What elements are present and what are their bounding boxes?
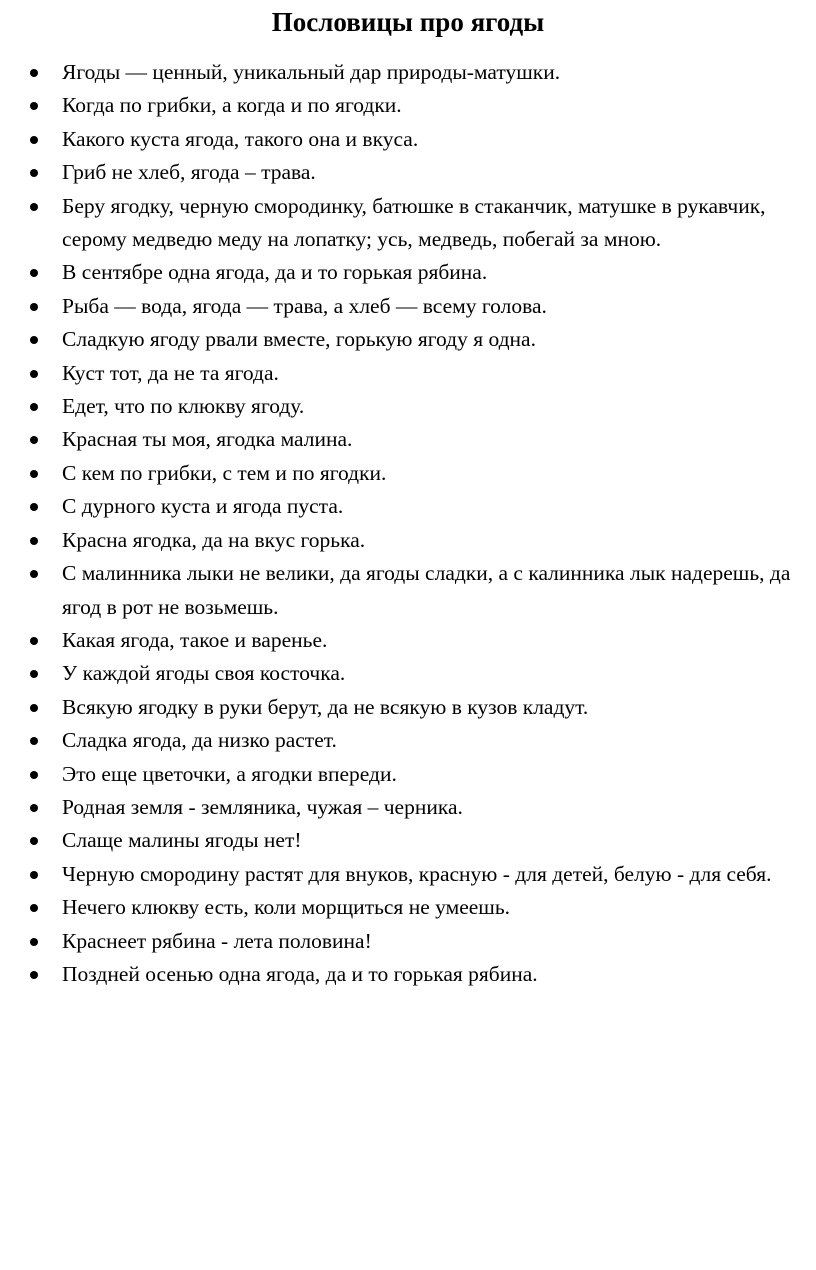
proverb-text: Поздней осенью одна ягода, да и то горькая рябина.: [62, 961, 538, 986]
proverb-text: Едет, что по клюкву ягоду.: [62, 394, 305, 419]
proverb-text: Родная земля - земляника, чужая – черника.: [62, 794, 463, 819]
proverb-item: [0, 89, 816, 122]
bullet-icon: [30, 871, 38, 879]
proverb-item: [0, 724, 816, 757]
proverb-item: [0, 256, 816, 289]
bullet-icon: [30, 837, 38, 845]
bullet-icon: [30, 269, 38, 277]
proverb-text: Краснеет рябина - лета половина!: [62, 928, 372, 953]
proverb-text: Сладка ягода, да низко растет.: [62, 728, 337, 753]
proverb-item: [0, 858, 816, 891]
proverb-item: [0, 557, 816, 624]
bullet-icon: [30, 69, 38, 77]
proverb-text: Гриб не хлеб, ягода – трава.: [62, 160, 316, 185]
proverb-list: [0, 56, 816, 991]
bullet-icon: [30, 503, 38, 511]
bullet-icon: [30, 904, 38, 912]
bullet-icon: [30, 370, 38, 378]
proverb-text: С малинника лыки не велики, да ягоды сладки, а с калинника лык надерешь, да ягод в рот не возьмешь.: [62, 561, 791, 619]
bullet-icon: [30, 102, 38, 110]
proverb-item: [0, 758, 816, 791]
proverb-item: [0, 925, 816, 958]
bullet-icon: [30, 203, 38, 211]
proverb-text: С дурного куста и ягода пуста.: [62, 494, 344, 519]
proverb-text: Черную смородину растят для внуков, красную - для детей, белую - для себя.: [62, 861, 772, 886]
proverb-item: [0, 958, 816, 991]
proverb-text: Ягоды — ценный, уникальный дар природы-матушки.: [62, 60, 561, 84]
proverb-text: Рыба — вода, ягода — трава, а хлеб — всему голова.: [62, 293, 547, 318]
proverb-item: [0, 691, 816, 724]
bullet-icon: [30, 470, 38, 478]
proverb-text: Сладкую ягоду рвали вместе, горькую ягоду я одна.: [62, 327, 536, 352]
bullet-icon: [30, 303, 38, 311]
bullet-icon: [30, 537, 38, 545]
proverb-item: [0, 190, 816, 257]
proverb-text: В сентябре одна ягода, да и то горькая рябина.: [62, 260, 488, 285]
bullet-icon: [30, 704, 38, 712]
proverb-item: [0, 524, 816, 557]
proverb-item: [0, 290, 816, 323]
proverb-item: [0, 390, 816, 423]
proverb-text: Какая ягода, такое и варенье.: [62, 627, 328, 652]
proverb-item: [0, 624, 816, 657]
proverb-text: Слаще малины ягоды нет!: [62, 828, 302, 853]
bullet-icon: [30, 771, 38, 779]
bullet-icon: [30, 336, 38, 344]
bullet-icon: [30, 637, 38, 645]
proverb-text: Всякую ягодку в руки берут, да не всякую в кузов кладут.: [62, 694, 589, 719]
proverb-item: [0, 791, 816, 824]
bullet-icon: [30, 804, 38, 812]
proverb-text: Нечего клюкву есть, коли морщиться не умеешь.: [62, 895, 511, 920]
proverb-item: [0, 423, 816, 456]
bullet-icon: [30, 570, 38, 578]
proverb-item: [0, 323, 816, 356]
bullet-icon: [30, 971, 38, 979]
proverb-item: [0, 657, 816, 690]
bullet-icon: [30, 436, 38, 444]
proverb-item: [0, 357, 816, 390]
bullet-icon: [30, 136, 38, 144]
proverb-text: У каждой ягоды своя косточка.: [62, 661, 346, 686]
bullet-icon: [30, 670, 38, 678]
proverb-text: С кем по грибки, с тем и по ягодки.: [62, 460, 387, 485]
proverb-item: [0, 56, 816, 89]
bullet-icon: [30, 938, 38, 946]
proverb-text: Какого куста ягода, такого она и вкуса.: [62, 126, 419, 151]
bullet-icon: [30, 737, 38, 745]
proverb-item: [0, 156, 816, 189]
bullet-icon: [30, 403, 38, 411]
bullet-icon: [30, 169, 38, 177]
proverb-item: [0, 490, 816, 523]
proverb-item: [0, 123, 816, 156]
proverb-text: Красная ты моя, ягодка малина.: [62, 427, 353, 452]
proverb-item: [0, 457, 816, 490]
proverb-item: [0, 824, 816, 857]
proverb-text: Куст тот, да не та ягода.: [62, 360, 279, 385]
proverb-item: [0, 891, 816, 924]
page-title: Пословицы про ягоды: [271, 7, 545, 37]
proverb-text: Красна ягодка, да на вкус горька.: [62, 527, 366, 552]
proverb-text: Беру ягодку, черную смородинку, батюшке в стаканчик, матушке в рукавчик, серому медведю меду на лопатку; усь, медведь, побегай за мною.: [62, 193, 766, 252]
proverb-text: Это еще цветочки, а ягодки впереди.: [62, 761, 397, 786]
proverb-text: Когда по грибки, а когда и по ягодки.: [62, 93, 402, 118]
